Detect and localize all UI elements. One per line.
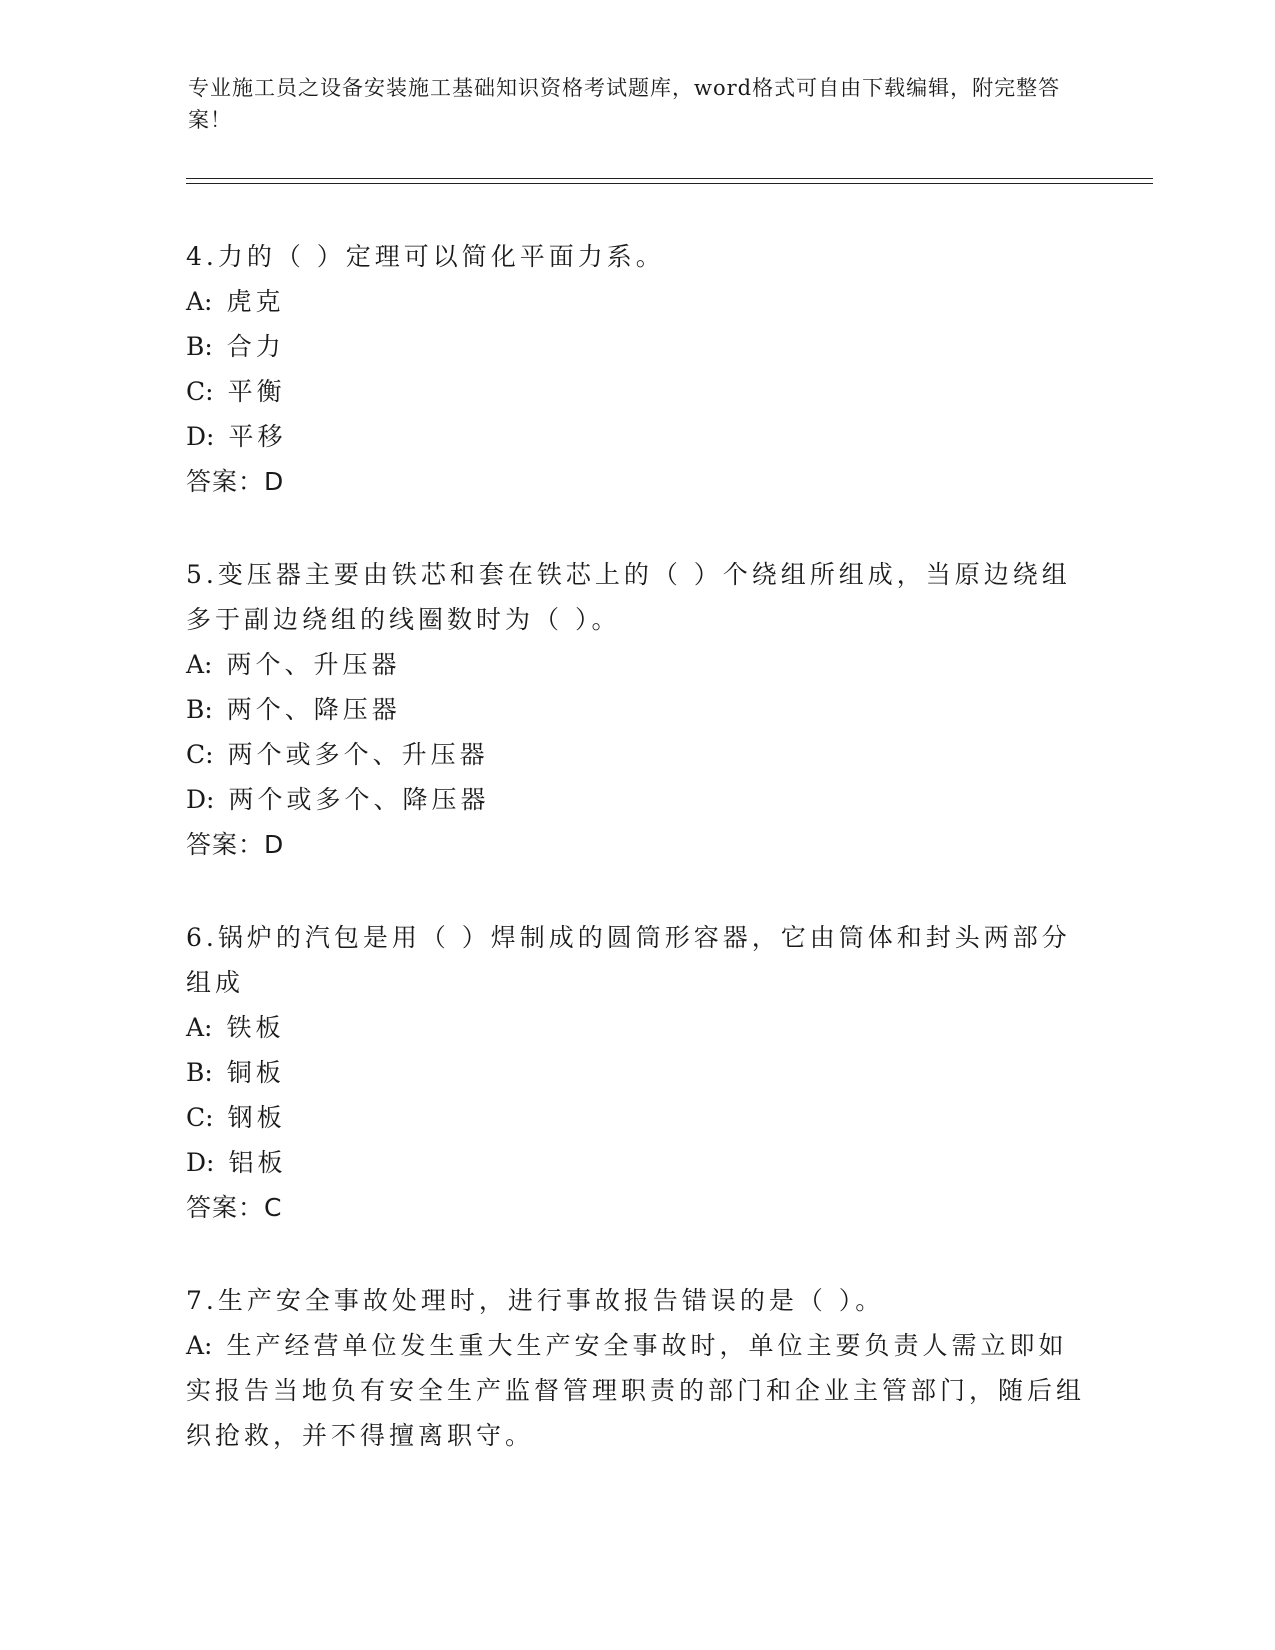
- option-a: [186, 1323, 1086, 1458]
- option-label: A:: [186, 650, 213, 679]
- question-7: [186, 1278, 1086, 1458]
- option-label: C:: [186, 377, 214, 406]
- option-text: 铝板: [228, 1148, 287, 1177]
- answer-line: 答案：C: [186, 1193, 283, 1222]
- option-label: C:: [186, 740, 214, 769]
- header-rule-top: [186, 178, 1153, 179]
- option-text: 两个、升压器: [226, 650, 401, 679]
- answer-line: 答案：D: [186, 830, 285, 859]
- option-label: B:: [186, 1058, 213, 1087]
- option-text: 铁板: [226, 1013, 285, 1042]
- option-text: 虎克: [226, 287, 285, 316]
- option-label: A:: [186, 287, 213, 316]
- question-list: [186, 234, 1086, 1506]
- option-label: D:: [186, 1148, 215, 1177]
- option-text: 两个或多个、升压器: [227, 740, 489, 769]
- option-label: D:: [186, 785, 215, 814]
- option-label: B:: [186, 332, 213, 361]
- option-text: 钢板: [227, 1103, 286, 1132]
- option-text: 铜板: [226, 1058, 285, 1087]
- option-c: [186, 732, 1086, 777]
- option-label: A:: [186, 1013, 213, 1042]
- option-c: [186, 369, 1086, 414]
- option-label: B:: [186, 695, 213, 724]
- option-b: [186, 324, 1086, 369]
- answer-line: 答案：D: [186, 467, 285, 496]
- option-d: [186, 1140, 1086, 1185]
- option-a: [186, 642, 1086, 687]
- document-header: [188, 72, 1068, 136]
- option-text: 平衡: [227, 377, 286, 406]
- question-4: [186, 234, 1086, 504]
- option-a: [186, 279, 1086, 324]
- option-c: [186, 1095, 1086, 1140]
- option-b: [186, 1050, 1086, 1095]
- option-d: [186, 414, 1086, 459]
- option-label: A:: [186, 1331, 213, 1360]
- option-text: 两个、降压器: [226, 695, 401, 724]
- option-a: [186, 1005, 1086, 1050]
- option-d: [186, 777, 1086, 822]
- question-stem: 6.锅炉的汽包是用（ ）焊制成的圆筒形容器，它由筒体和封头两部分组成: [186, 923, 1071, 997]
- option-label: D:: [186, 422, 215, 451]
- question-6: [186, 915, 1086, 1230]
- option-text: 生产经营单位发生重大生产安全事故时，单位主要负责人需立即如实报告当地负有安全生产监督管理职责的部门和企业主管部门，随后组织抢救，并不得擅离职守。: [186, 1331, 1086, 1450]
- header-rule-bottom: [186, 183, 1153, 184]
- option-text: 平移: [228, 422, 287, 451]
- header-text: 专业施工员之设备安装施工基础知识资格考试题库，word格式可自由下载编辑，附完整答案！: [188, 76, 1061, 132]
- question-5: [186, 552, 1086, 867]
- question-stem: 4.力的（ ）定理可以简化平面力系。: [186, 242, 665, 271]
- option-b: [186, 687, 1086, 732]
- option-label: C:: [186, 1103, 214, 1132]
- option-text: 两个或多个、降压器: [228, 785, 490, 814]
- question-stem: 7.生产安全事故处理时，进行事故报告错误的是（ ）。: [186, 1286, 885, 1315]
- option-text: 合力: [226, 332, 285, 361]
- question-stem: 5.变压器主要由铁芯和套在铁芯上的（ ）个绕组所组成，当原边绕组多于副边绕组的线圈数时为（ ）。: [186, 560, 1071, 634]
